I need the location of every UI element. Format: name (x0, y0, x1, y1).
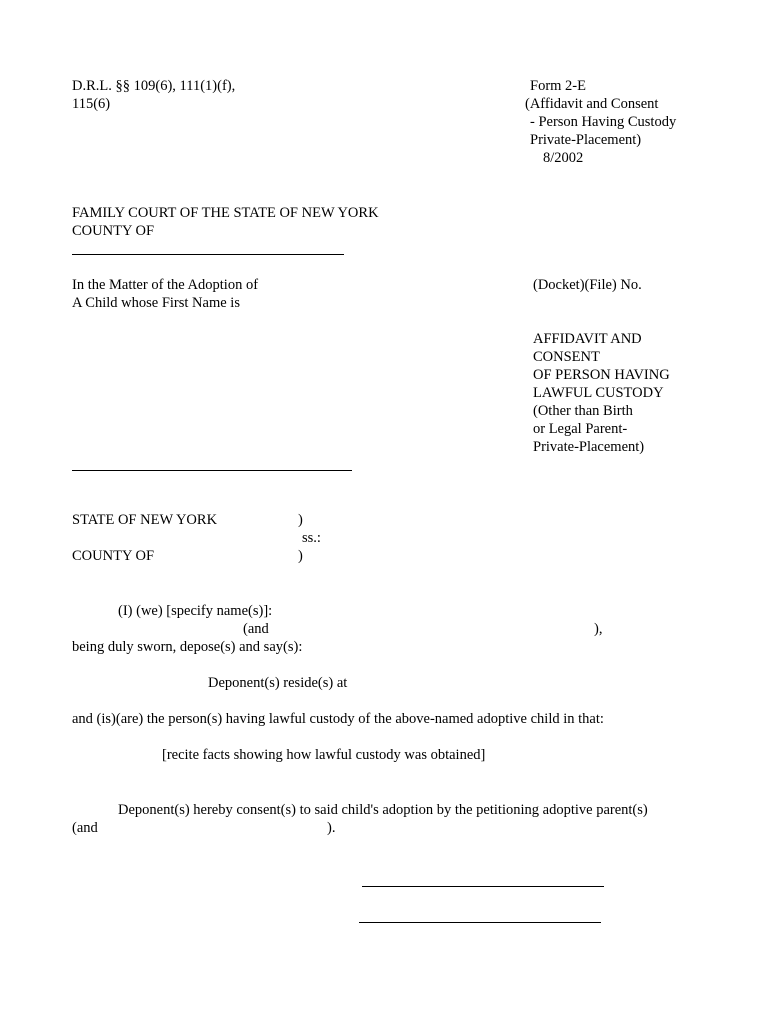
docket-number-label: (Docket)(File) No. (533, 277, 642, 293)
signature-line-1[interactable] (362, 886, 604, 887)
document-title-line6: or Legal Parent- (533, 421, 628, 437)
venue-county: COUNTY OF (72, 548, 155, 564)
caption-underline (72, 470, 352, 471)
sworn-statement: being duly sworn, depose(s) and say(s): (72, 639, 303, 655)
consent-and: (and (72, 820, 98, 836)
venue-ss: ss.: (302, 530, 321, 546)
document-title-line5: (Other than Birth (533, 403, 633, 419)
deponent-intro: (I) (we) [specify name(s)]: (118, 603, 273, 619)
court-name: FAMILY COURT OF THE STATE OF NEW YORK (72, 205, 379, 221)
form-description-line3: Private-Placement) (530, 132, 642, 148)
deponent-and: (and (243, 621, 269, 637)
county-label: COUNTY OF (72, 223, 155, 239)
venue-paren-bottom: ) (298, 548, 303, 564)
venue-state: STATE OF NEW YORK (72, 512, 218, 528)
form-description-line1: (Affidavit and Consent (525, 96, 659, 112)
matter-line2: A Child whose First Name is (72, 295, 240, 311)
custody-statement: and (is)(are) the person(s) having lawful custody of the above-named adoptive child in that: (72, 711, 604, 727)
consent-close: ). (327, 820, 336, 836)
venue-paren-top: ) (298, 512, 303, 528)
document-title-line7: Private-Placement) (533, 439, 645, 455)
form-date: 8/2002 (543, 150, 584, 166)
residence-statement: Deponent(s) reside(s) at (208, 675, 348, 691)
statute-citation-line2: 115(6) (72, 96, 111, 112)
recite-facts-instruction: [recite facts showing how lawful custody was obtained] (162, 747, 486, 763)
deponent-close-paren: ), (594, 621, 603, 637)
form-number: Form 2-E (530, 78, 586, 94)
form-description-line2: - Person Having Custody (530, 114, 677, 130)
consent-statement: Deponent(s) hereby consent(s) to said child's adoption by the petitioning adoptive parent(s) (118, 802, 648, 818)
document-title-line4: LAWFUL CUSTODY (533, 385, 664, 401)
signature-line-2[interactable] (359, 922, 601, 923)
statute-citation-line1: D.R.L. §§ 109(6), 111(1)(f), (72, 78, 236, 94)
document-title-line3: OF PERSON HAVING (533, 367, 670, 383)
matter-line1: In the Matter of the Adoption of (72, 277, 259, 293)
county-signature-line[interactable] (72, 254, 344, 255)
document-title-line2: CONSENT (533, 349, 600, 365)
document-title-line1: AFFIDAVIT AND (533, 331, 642, 347)
